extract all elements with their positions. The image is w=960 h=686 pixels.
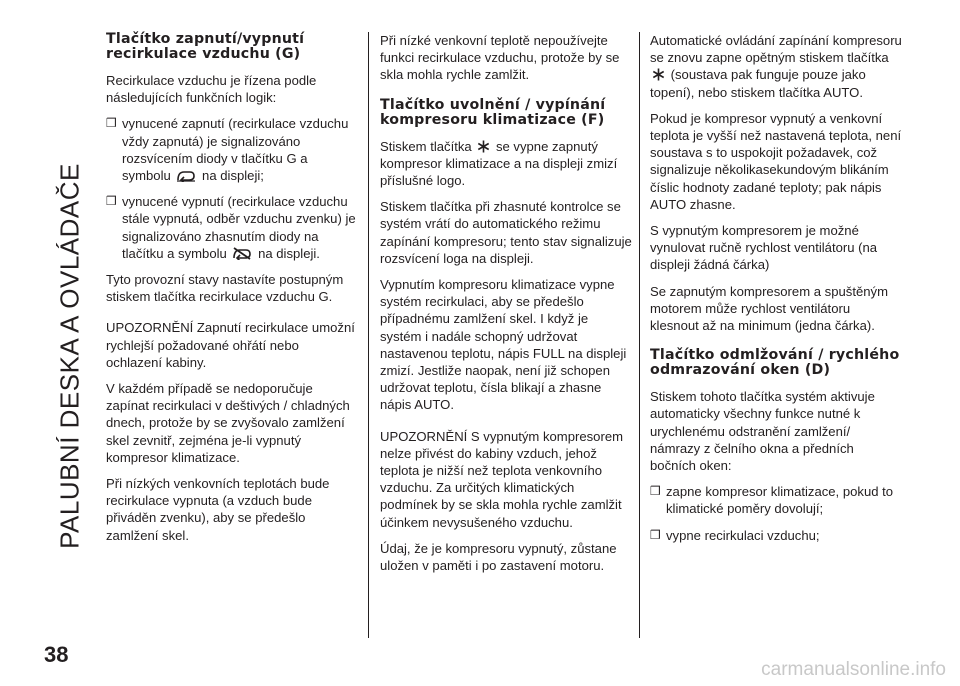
column-2 [380,32,632,583]
paragraph: Se zapnutým kompresorem a spuštěným motorem může rychlost ventilátoru klesnout až na minimum (jedna čárka). [650,283,888,334]
list-item-text-end: na displeji. [258,245,320,261]
column-divider [368,32,369,638]
heading-defrost: Tlačítko odmlžování / rychlého odmrazování oken (D) [650,347,900,379]
paragraph: S vypnutým kompresorem je možné vynulovat ručně rychlost ventilátoru (na displeji žádná čárka) [650,223,878,273]
bullet-box-icon: ❒ [650,484,661,499]
side-section-title [40,10,100,630]
bullet-box-icon: ❒ [106,116,117,131]
warning-paragraph: UPOZORNĚNÍ Zapnutí recirkulace umožní rychlejší požadované ohřátí nebo ochlazení kabiny. [106,320,355,370]
watermark: carmanualsonline.info [761,659,946,680]
heading-recirculation: Tlačítko zapnutí/vypnutí recirkulace vzduchu (G) [106,31,305,62]
list-item-text-start: vynucené zapnutí (recirkulace vzduchu vždy zapnutá) je signalizováno rozsvícením diody v tlačítku G a symbolu [122,116,349,184]
heading-compressor: Tlačítko uvolnění / vypínání kompresoru klimatizace (F) [380,96,606,128]
paragraph-end: se vypne zapnutý kompresor klimatizace a na displeji zmizí příslušné logo. [380,138,618,189]
paragraph-end: (soustava pak funguje pouze jako topení), nebo stiskem tlačítka AUTO. [650,67,866,100]
warning-paragraph: UPOZORNĚNÍ S vypnutým kompresorem nelze přivést do kabiny vzduch, jehož teplota je nižší než teplota venkovního vzduchu. Za určitých klimatických podmínek by se skla mohla rychle zamlžit účinkem nevysušeného vzduchu. [380,428,624,530]
recirculation-icon [176,169,196,182]
paragraph [650,32,902,101]
recirculation-off-icon [232,247,252,260]
paragraph: V každém případě se nedoporučuje zapínat recirkulaci v deštivých / chladných dnech, protože by se zvyšovalo zamlžení skel zevnitř, zejména je-li vypnutý kompresor klimatizace. [106,381,350,465]
paragraph: Recirkulace vzduchu je řízena podle následujících funkčních logik: [106,73,317,106]
paragraph: Pokud je kompresor vypnutý a venkovní teplota je vyšší než nastavená teplota, není soustava s to uspokojit požadavek, což signalizuje několikasekundovým blikáním číslic hodnoty zadané teploty; pak nápis AUTO zhasne. [650,110,902,212]
list-item [106,115,358,184]
list-item-text [122,115,358,184]
paragraph-start: Stiskem tlačítka [380,138,472,154]
paragraph [380,138,632,190]
list-item [106,193,358,262]
paragraph: Stiskem tohoto tlačítka systém aktivuje automaticky všechny funkce nutné k urychlenému odstranění zamlžení/ námrazy z čelního okna a předních bočních oken: [650,389,875,474]
page-number: 38 [44,642,69,667]
paragraph: Při nízkých venkovních teplotách bude recirkulace vypnuta (a vzduch bude přiváděn zvenku), aby se předešlo zamlžení skel. [106,476,330,543]
paragraph-start: Automatické ovládání zapínání kompresoru se znovu zapne opětným stiskem tlačítka [650,33,902,66]
list-item [650,483,902,517]
list-item-text-end: na displeji; [202,168,264,184]
snowflake-icon [652,68,665,81]
paragraph: Vypnutím kompresoru klimatizace vypne systém recirkulaci, aby se předešlo případnému zamlžení skel. I když je systém i nadále schopný udržovat nastavenou teplotu, nápis FULL na displeji zmizí. Jestliže naopak, není již schopen udržovat teplotu, čísla blikají a zhasne nápis AUTO. [380,277,627,413]
column-1 [106,32,358,553]
paragraph: Údaj, že je kompresoru vypnutý, zůstane uložen v paměti i po zastavení motoru. [380,540,617,574]
list-item-text [122,193,358,262]
column-divider [639,32,640,638]
paragraph: Při nízké venkovní teplotě nepoužívejte funkci recirkulace vzduchu, protože by se skla mohla rychle zamlžit. [380,33,620,83]
column-3 [650,32,902,553]
side-section-title-text: PALUBNÍ DESKA A OVLÁDAČE [54,163,85,549]
list-item [650,527,902,544]
list-item-text: zapne kompresor klimatizace, pokud to klimatické poměry dovolují; [666,484,894,517]
bullet-box-icon: ❒ [106,194,117,209]
paragraph: Tyto provozní stavy nastavíte postupným stiskem tlačítka recirkulace vzduchu G. [106,272,344,305]
snowflake-icon [477,140,490,153]
list-item-text: vypne recirkulaci vzduchu; [666,527,820,543]
paragraph: Stiskem tlačítka při zhasnuté kontrolce se systém vrátí do automatického režimu zapínání kompresoru; tento stav signalizuje rozsvícení loga na displeji. [380,199,632,266]
list-item-text-start: vynucené vypnutí (recirkulace vzduchu stále vypnutá, odběr vzduchu zvenku) je signalizováno zhasnutím diody na tlačítku a symbolu [122,194,356,261]
bullet-box-icon: ❒ [650,527,661,542]
